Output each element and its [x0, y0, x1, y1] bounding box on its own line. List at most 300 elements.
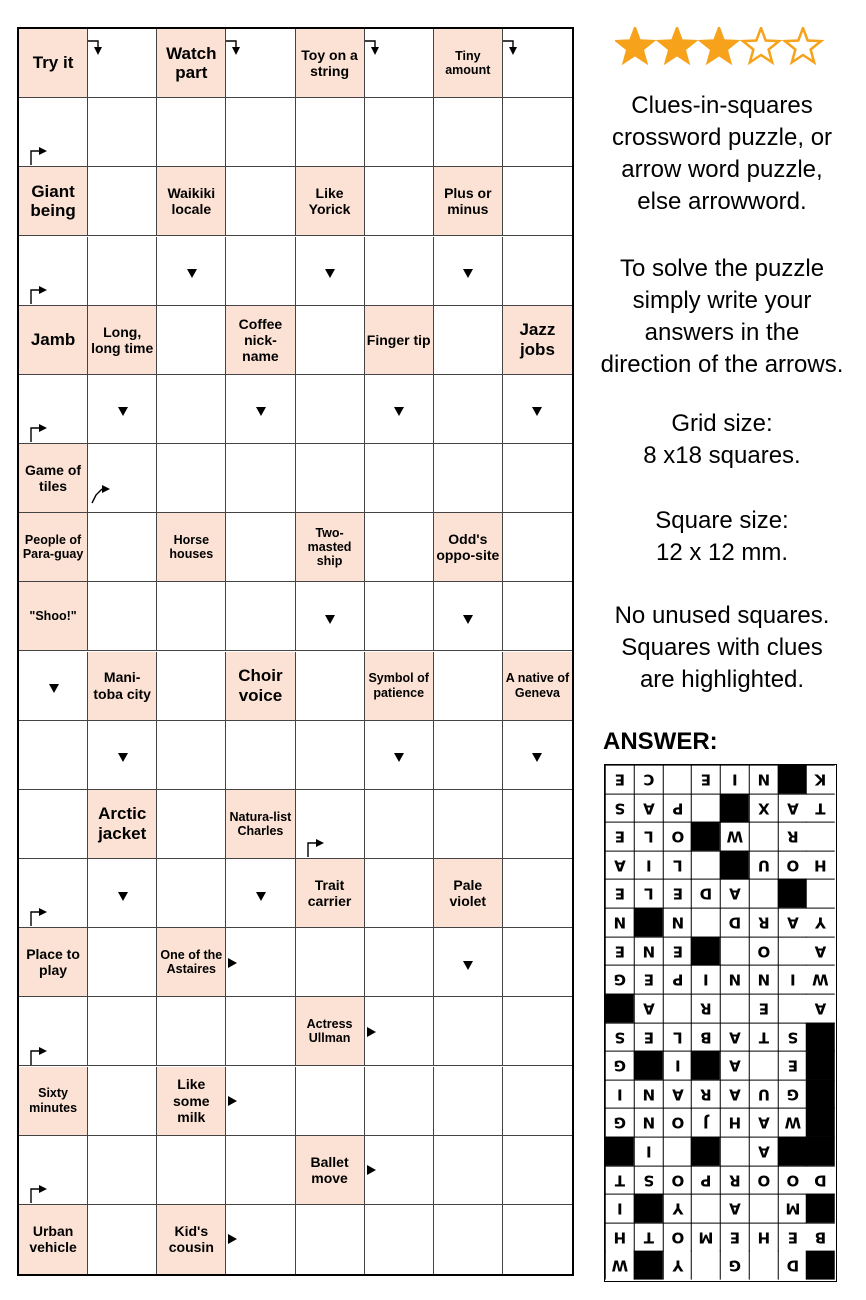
answer-letter-cell: E	[663, 879, 692, 908]
clue-text: Tiny amount	[445, 48, 491, 78]
answer-square[interactable]	[157, 375, 226, 444]
answer-clue-cell	[691, 1137, 720, 1166]
arrow-down-icon	[49, 684, 59, 693]
answer-letter-cell: R	[778, 822, 807, 851]
turn-right-icon	[304, 837, 326, 859]
clue-text: Finger tip	[366, 331, 431, 348]
answer-letter-cell: P	[691, 1166, 720, 1195]
answer-letter-cell: S	[634, 1166, 663, 1195]
answer-letter-cell: W	[605, 1251, 634, 1280]
description-line: arrow word puzzle,	[621, 156, 823, 183]
clue-text: One of the Astaires	[160, 947, 223, 977]
answer-square[interactable]	[365, 237, 434, 306]
answer-square[interactable]	[296, 721, 365, 790]
answer-square[interactable]	[296, 1205, 365, 1274]
answer-letter-cell: M	[691, 1223, 720, 1252]
answer-square[interactable]	[88, 167, 157, 236]
clue-square	[19, 1067, 88, 1136]
clue-square	[434, 167, 503, 236]
answer-letter-cell	[778, 937, 807, 966]
answer-square[interactable]	[157, 98, 226, 167]
answer-letter-cell: H	[749, 1223, 778, 1252]
answer-square[interactable]	[157, 444, 226, 513]
clue-text: Sixty minutes	[29, 1086, 78, 1115]
answer-square[interactable]	[88, 98, 157, 167]
answer-square[interactable]	[434, 997, 503, 1066]
answer-square[interactable]	[157, 1136, 226, 1205]
clue-text: Urban vehicle	[29, 1223, 77, 1256]
answer-square[interactable]	[434, 790, 503, 859]
answer-letter-cell: U	[749, 1080, 778, 1109]
clue-text: Mani-toba city	[93, 669, 151, 702]
answer-letter-cell: N	[749, 965, 778, 994]
answer-letter-cell: W	[806, 965, 835, 994]
answer-letter-cell: G	[778, 1080, 807, 1109]
answer-letter-cell: W	[778, 1108, 807, 1137]
answer-letter-cell: E	[605, 937, 634, 966]
clue-text: Like Yorick	[308, 185, 351, 218]
clue-text: A native of Geneva	[505, 671, 570, 700]
arrow-down-icon	[118, 407, 128, 416]
answer-letter-cell: N	[634, 1108, 663, 1137]
answer-clue-cell	[806, 1108, 835, 1137]
answer-letter-cell: G	[605, 1051, 634, 1080]
clue-square	[157, 167, 226, 236]
answer-letter-cell: A	[749, 1108, 778, 1137]
difficulty-rating	[615, 27, 827, 72]
description-line: No unused squares.	[614, 602, 830, 629]
arrow-right-icon	[228, 958, 237, 968]
answer-square[interactable]	[296, 1067, 365, 1136]
arrow-right-icon	[228, 1096, 237, 1106]
description-line: To solve the puzzle	[619, 255, 825, 282]
answer-letter-cell: I	[605, 1080, 634, 1109]
answer-square[interactable]	[88, 582, 157, 651]
answer-clue-cell	[634, 1251, 663, 1280]
answer-square[interactable]	[296, 98, 365, 167]
clue-square	[157, 928, 226, 997]
answer-clue-cell	[634, 908, 663, 937]
answer-square[interactable]	[226, 1136, 295, 1205]
answer-clue-cell	[806, 1194, 835, 1223]
description-block	[578, 90, 866, 218]
answer-letter-cell: N	[634, 1080, 663, 1109]
clue-text: Game of tiles	[25, 461, 82, 495]
answer-square[interactable]	[503, 513, 572, 582]
arrow-down-icon	[532, 407, 542, 416]
clue-square	[296, 513, 365, 582]
clue-square	[365, 652, 434, 721]
clue-text: Place to play	[26, 946, 80, 979]
arrow-down-icon	[256, 892, 266, 901]
answer-letter-cell: N	[605, 908, 634, 937]
answer-clue-cell	[720, 794, 749, 823]
crossword-grid	[17, 27, 574, 1276]
answer-square[interactable]	[157, 859, 226, 928]
answer-square[interactable]	[503, 1067, 572, 1136]
answer-letter-cell: I	[634, 851, 663, 880]
answer-letter-cell: G	[720, 1251, 749, 1280]
answer-letter-cell: L	[663, 851, 692, 880]
answer-clue-cell	[634, 1051, 663, 1080]
answer-square[interactable]	[226, 167, 295, 236]
clue-square	[296, 167, 365, 236]
turn-down-icon	[222, 35, 244, 57]
answer-letter-cell	[749, 1194, 778, 1223]
arrow-down-icon	[118, 892, 128, 901]
clue-text: Pale violet	[449, 876, 487, 910]
arrow-down-icon	[394, 407, 404, 416]
answer-letter-cell: N	[749, 765, 778, 794]
answer-letter-cell: L	[634, 879, 663, 908]
answer-letter-cell: O	[778, 1166, 807, 1195]
answer-letter-cell: G	[605, 965, 634, 994]
answer-letter-cell	[691, 1194, 720, 1223]
clue-text: Try it	[32, 53, 74, 73]
clue-square	[19, 444, 88, 513]
turn-down-icon	[499, 35, 521, 57]
answer-letter-cell: R	[691, 994, 720, 1023]
answer-square[interactable]	[226, 444, 295, 513]
answer-letter-cell	[749, 1251, 778, 1280]
clue-square	[365, 306, 434, 375]
answer-letter-cell: S	[605, 1023, 634, 1052]
answer-letter-cell: O	[663, 1223, 692, 1252]
answer-letter-cell: E	[634, 965, 663, 994]
clue-text: Odd's oppo-site	[436, 531, 500, 564]
answer-letter-cell: T	[749, 1023, 778, 1052]
answer-square[interactable]	[296, 306, 365, 375]
answer-letter-cell	[720, 937, 749, 966]
answer-letter-cell: O	[778, 851, 807, 880]
answer-letter-cell: B	[691, 1023, 720, 1052]
clue-text: Jazz jobs	[519, 320, 556, 359]
answer-square[interactable]	[19, 721, 88, 790]
clue-square	[296, 997, 365, 1066]
answer-square[interactable]	[157, 790, 226, 859]
answer-letter-cell: T	[605, 1166, 634, 1195]
answer-letter-cell: C	[634, 765, 663, 794]
answer-letter-cell: W	[720, 822, 749, 851]
answer-clue-cell	[806, 1051, 835, 1080]
answer-letter-cell: O	[663, 822, 692, 851]
answer-square[interactable]	[434, 375, 503, 444]
description-block	[578, 505, 866, 569]
answer-square[interactable]	[434, 306, 503, 375]
answer-letter-cell: D	[806, 1166, 835, 1195]
answer-square[interactable]	[434, 1067, 503, 1136]
arrow-down-icon	[463, 269, 473, 278]
answer-square[interactable]	[365, 928, 434, 997]
answer-letter-cell: D	[778, 1251, 807, 1280]
arrow-down-icon	[463, 961, 473, 970]
description-block	[578, 253, 866, 381]
answer-clue-cell	[634, 1194, 663, 1223]
clue-text: "Shoo!"	[29, 609, 77, 624]
clue-text: Plus or minus	[444, 185, 492, 218]
answer-square[interactable]	[365, 167, 434, 236]
answer-letter-cell: G	[605, 1108, 634, 1137]
answer-clue-cell	[691, 1051, 720, 1080]
answer-square[interactable]	[503, 1205, 572, 1274]
answer-clue-cell	[691, 822, 720, 851]
answer-square[interactable]	[503, 928, 572, 997]
answer-square[interactable]	[365, 444, 434, 513]
answer-square[interactable]	[157, 997, 226, 1066]
clue-square	[19, 513, 88, 582]
clue-text: Horse houses	[169, 532, 214, 562]
answer-square[interactable]	[365, 513, 434, 582]
answer-square[interactable]	[88, 1136, 157, 1205]
clue-square	[157, 1205, 226, 1274]
arrow-right-icon	[367, 1027, 376, 1037]
answer-letter-cell: J	[691, 1108, 720, 1137]
answer-square[interactable]	[434, 652, 503, 721]
arrow-right-icon	[228, 1234, 237, 1244]
answer-letter-cell	[749, 1051, 778, 1080]
arrow-down-icon	[256, 407, 266, 416]
answer-square[interactable]	[503, 444, 572, 513]
answer-clue-cell	[778, 765, 807, 794]
answer-letter-cell: P	[663, 794, 692, 823]
description-line: 12 x 12 mm.	[655, 539, 789, 566]
answer-letter-cell	[691, 1251, 720, 1280]
description-line: Squares with clues	[621, 634, 823, 661]
star-icons	[615, 27, 827, 67]
answer-letter-cell: E	[605, 765, 634, 794]
answer-letter-cell: O	[663, 1108, 692, 1137]
answer-letter-cell: I	[634, 1137, 663, 1166]
clue-square	[226, 790, 295, 859]
answer-square[interactable]	[88, 1205, 157, 1274]
clue-square	[503, 306, 572, 375]
answer-square[interactable]	[226, 237, 295, 306]
answer-letter-cell: A	[720, 1023, 749, 1052]
answer-letter-cell: R	[749, 908, 778, 937]
description-line: simply write your	[632, 287, 812, 314]
answer-square[interactable]	[434, 1205, 503, 1274]
answer-square[interactable]	[296, 375, 365, 444]
arrow-down-icon	[118, 753, 128, 762]
answer-square[interactable]	[503, 167, 572, 236]
answer-letter-cell: O	[663, 1166, 692, 1195]
answer-clue-cell	[806, 1137, 835, 1166]
answer-square[interactable]	[365, 98, 434, 167]
clue-square	[296, 29, 365, 98]
answer-square[interactable]	[434, 721, 503, 790]
answer-letter-cell	[663, 994, 692, 1023]
clue-square	[19, 928, 88, 997]
clue-text: Like some milk	[173, 1076, 210, 1125]
answer-square[interactable]	[226, 582, 295, 651]
answer-letter-cell: A	[663, 1080, 692, 1109]
clue-text: Jamb	[30, 329, 76, 349]
description-line: are highlighted.	[639, 666, 805, 693]
clue-square	[19, 582, 88, 651]
answer-letter-cell: A	[720, 1194, 749, 1223]
answer-square[interactable]	[503, 98, 572, 167]
answer-letter-cell: H	[720, 1108, 749, 1137]
answer-letter-cell	[691, 794, 720, 823]
star-empty-icon	[743, 28, 779, 62]
answer-square[interactable]	[157, 306, 226, 375]
clue-text: People of Para-guay	[22, 532, 84, 562]
answer-clue-cell	[605, 1137, 634, 1166]
clue-square	[226, 652, 295, 721]
answer-square[interactable]	[296, 444, 365, 513]
answer-square[interactable]	[503, 997, 572, 1066]
answer-square[interactable]	[88, 1067, 157, 1136]
clue-text: Choir voice	[238, 666, 283, 705]
answer-square[interactable]	[296, 652, 365, 721]
clue-text: Trait carrier	[307, 876, 352, 910]
answer-letter-cell: Y	[663, 1194, 692, 1223]
answer-square[interactable]	[503, 582, 572, 651]
answer-square[interactable]	[88, 237, 157, 306]
turn-down-icon	[361, 35, 383, 57]
answer-letter-cell	[691, 851, 720, 880]
answer-letter-cell: X	[749, 794, 778, 823]
answer-square[interactable]	[19, 790, 88, 859]
arrow-down-icon	[532, 753, 542, 762]
star-empty-icon	[785, 28, 821, 62]
turn-right-icon	[27, 145, 49, 167]
turn-right-icon	[27, 422, 49, 444]
answer-letter-cell: N	[634, 937, 663, 966]
answer-letter-cell: E	[691, 765, 720, 794]
answer-square[interactable]	[88, 928, 157, 997]
answer-letter-cell: Y	[663, 1251, 692, 1280]
clue-square	[157, 513, 226, 582]
answer-letter-cell: I	[691, 965, 720, 994]
answer-square[interactable]	[434, 444, 503, 513]
answer-square[interactable]	[157, 582, 226, 651]
answer-clue-cell	[778, 879, 807, 908]
answer-square[interactable]	[503, 790, 572, 859]
answer-clue-cell	[605, 994, 634, 1023]
clue-square	[434, 513, 503, 582]
answer-letter-cell: A	[720, 1051, 749, 1080]
clue-square	[503, 652, 572, 721]
answer-square[interactable]	[226, 721, 295, 790]
answer-letter-cell: A	[806, 994, 835, 1023]
clue-text: Toy on a string	[301, 46, 358, 80]
answer-letter-cell	[778, 994, 807, 1023]
answer-square[interactable]	[503, 1136, 572, 1205]
answer-letter-cell	[749, 879, 778, 908]
description-block	[578, 408, 866, 472]
answer-square[interactable]	[434, 1136, 503, 1205]
answer-letter-cell	[663, 765, 692, 794]
description-line: Clues-in-squares	[631, 92, 813, 119]
answer-square[interactable]	[365, 1205, 434, 1274]
answer-square[interactable]	[226, 513, 295, 582]
clue-text: Watch part	[166, 43, 217, 83]
answer-square[interactable]	[88, 997, 157, 1066]
answer-square[interactable]	[88, 513, 157, 582]
clue-text: Kid's cousin	[168, 1223, 214, 1256]
answer-square[interactable]	[365, 790, 434, 859]
answer-clue-cell	[806, 1251, 835, 1280]
answer-letter-cell: E	[605, 879, 634, 908]
clue-square	[434, 859, 503, 928]
answer-letter-cell: H	[605, 1223, 634, 1252]
arrow-down-icon	[394, 753, 404, 762]
clue-square	[434, 29, 503, 98]
clue-square	[19, 1205, 88, 1274]
clue-text: Long, long time	[91, 323, 154, 356]
answer-letter-cell: I	[605, 1194, 634, 1223]
answer-letter-cell: E	[749, 994, 778, 1023]
answer-square[interactable]	[365, 1067, 434, 1136]
clue-square	[88, 306, 157, 375]
answer-heading: ANSWER:	[603, 728, 718, 755]
turn-right-icon	[27, 1045, 49, 1067]
clue-text: Arctic jacket	[98, 804, 147, 843]
answer-letter-cell: A	[778, 794, 807, 823]
clue-text: Symbol of patience	[368, 671, 429, 700]
answer-square[interactable]	[365, 582, 434, 651]
answer-letter-cell	[806, 822, 835, 851]
answer-square[interactable]	[226, 98, 295, 167]
clue-square	[19, 306, 88, 375]
answer-square[interactable]	[157, 652, 226, 721]
star-filled-icon	[701, 28, 737, 62]
star-filled-icon	[617, 28, 653, 62]
answer-letter-cell: H	[806, 851, 835, 880]
answer-letter-cell	[691, 908, 720, 937]
answer-letter-cell: T	[806, 794, 835, 823]
answer-square[interactable]	[365, 859, 434, 928]
description-line: crossword puzzle, or	[611, 124, 833, 151]
turn-right-icon	[27, 906, 49, 928]
answer-letter-cell: D	[691, 879, 720, 908]
answer-grid	[604, 764, 837, 1282]
clue-text: Two-masted ship	[307, 525, 352, 569]
answer-letter-cell: I	[663, 1051, 692, 1080]
clue-text: Coffee nick-name	[238, 315, 283, 364]
answer-letter-cell: A	[749, 1137, 778, 1166]
turn-right-icon	[27, 1183, 49, 1205]
answer-letter-cell: L	[663, 1023, 692, 1052]
answer-square[interactable]	[296, 928, 365, 997]
clue-square	[88, 652, 157, 721]
clue-text: Natura-list Charles	[229, 809, 292, 838]
answer-letter-cell: I	[720, 765, 749, 794]
answer-square[interactable]	[226, 997, 295, 1066]
star-filled-icon	[659, 28, 695, 62]
answer-letter-cell	[720, 1137, 749, 1166]
answer-square[interactable]	[503, 859, 572, 928]
answer-letter-cell: A	[720, 879, 749, 908]
answer-letter-cell	[749, 822, 778, 851]
answer-square[interactable]	[503, 237, 572, 306]
answer-letter-cell: T	[634, 1223, 663, 1252]
answer-letter-cell	[720, 994, 749, 1023]
answer-letter-cell: O	[749, 1166, 778, 1195]
answer-letter-cell: Y	[806, 908, 835, 937]
answer-letter-cell: A	[634, 794, 663, 823]
clue-square	[19, 167, 88, 236]
answer-square[interactable]	[434, 98, 503, 167]
answer-letter-cell: E	[634, 1023, 663, 1052]
answer-letter-cell: N	[663, 908, 692, 937]
answer-square[interactable]	[157, 721, 226, 790]
answer-letter-cell: A	[778, 908, 807, 937]
answer-letter-cell: O	[749, 937, 778, 966]
answer-letter-cell: I	[778, 965, 807, 994]
clue-square	[296, 859, 365, 928]
